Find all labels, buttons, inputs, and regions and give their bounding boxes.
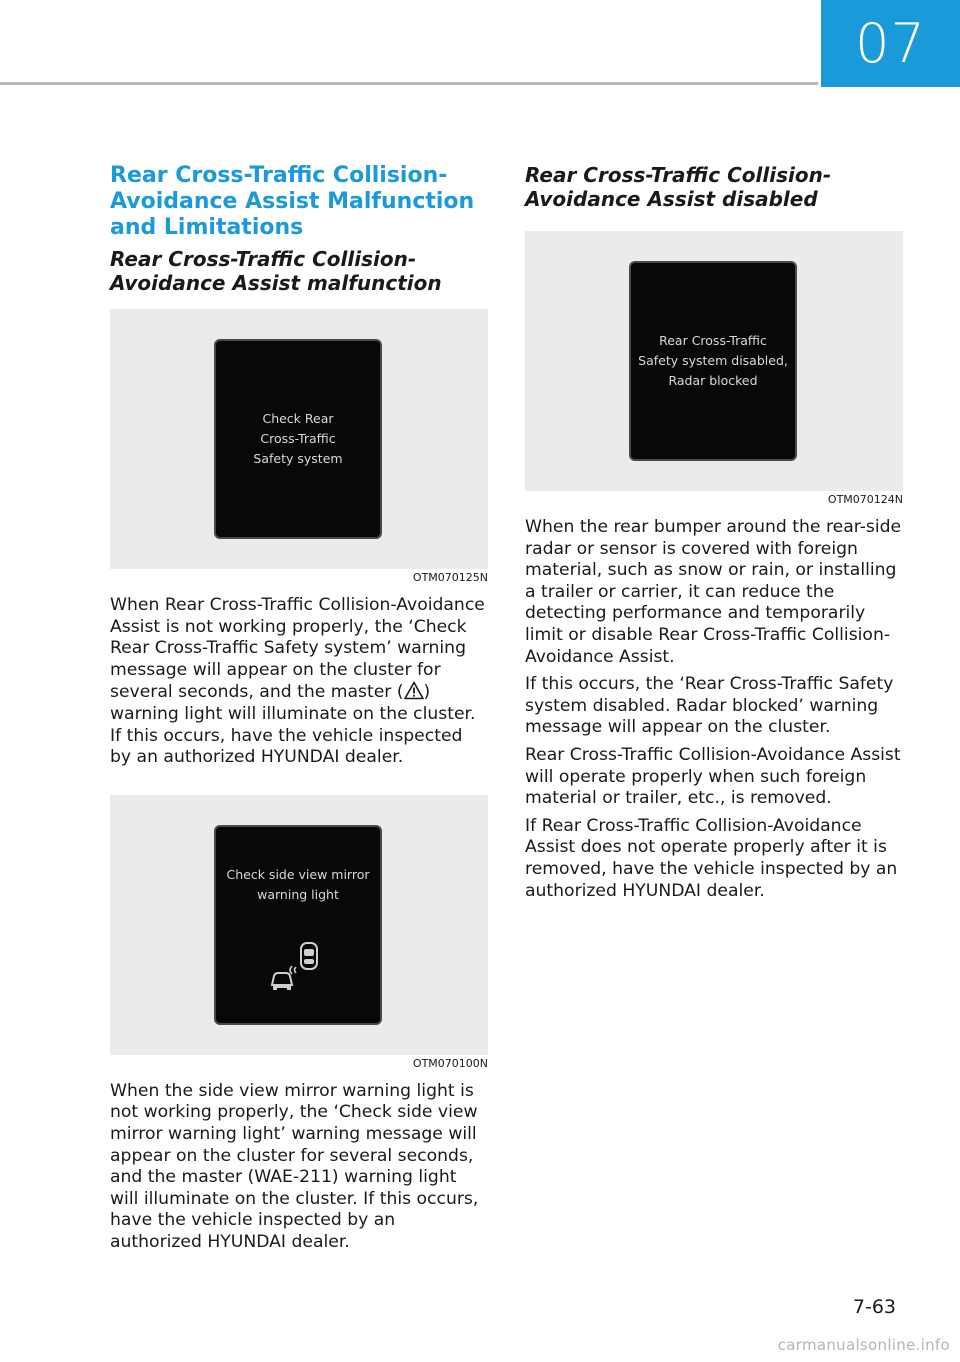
figure-caption: OTM070125N [412,571,488,584]
cluster-display [214,339,382,539]
paragraph-disabled-4: If Rear Cross-Traffic Collision-Avoidance Assist does not operate properly after it is removed, have the vehicle inspected by an authorized HYUNDAI dealer. [525,815,898,901]
cluster-message: Check Rear Cross-Traffic Safety system [253,411,343,466]
figure-system-disabled [525,231,903,491]
cluster-display [214,825,382,1025]
figure-check-side-view-mirror [110,795,488,1055]
page-number: 7-63 [852,1296,896,1318]
header-rule [0,82,818,85]
subsection-heading-malfunction: Rear Cross-Traffic Collision-Avoidance Assist malfunction [110,247,442,295]
subsection-heading-disabled: Rear Cross-Traffic Collision-Avoidance Assist disabled [525,163,832,211]
figure-check-rear-cross-traffic [110,309,488,569]
figure-caption: OTM070124N [827,493,903,506]
car-sensor-icon [268,941,330,991]
right-column [525,163,903,908]
cluster-display [629,261,797,461]
paragraph-disabled-3: Rear Cross-Traffic Collision-Avoidance Assist will operate properly when such foreign material or trailer, etc., is removed. [525,744,901,809]
cluster-message: Rear Cross-Traffic Safety system disabled, Radar blocked [638,333,788,388]
left-column [110,163,488,1260]
section-heading: Rear Cross-Traffic Collision-Avoidance Assist Malfunction and Limitations [110,163,475,240]
chapter-tab [821,0,960,87]
paragraph-malfunction [110,595,488,769]
chapter-number: 07 [855,12,926,75]
paragraph-text: When Rear Cross-Traffic Collision-Avoidance Assist is not working properly, the ‘Check Rear Cross-Traffic Safety system’ warning message will appear on the cluster for several seconds, and the master ( [110,595,485,703]
paragraph-side-view-mirror: When the side view mirror warning light is not working properly, the ‘Check side view mirror warning light’ warning message will appear on the cluster for several seconds, and the master (WAE-211) warning light will illuminate on the cluster. If this occurs, have the vehicle inspected by an authorized HYUNDAI dealer. [110,1080,479,1252]
cluster-message: Check side view mirror warning light [226,866,370,902]
watermark: carmanualsonline.info [777,1336,950,1354]
paragraph-disabled-1: When the rear bumper around the rear-side radar or sensor is covered with foreign material, such as snow or rain, or installing a trailer or carrier, it can reduce the detecting performance and temporarily limit or disable Rear Cross-Traffic Collision-Avoidance Assist. [525,517,902,667]
warning-triangle-icon [404,681,424,700]
paragraph-disabled-2: If this occurs, the ‘Rear Cross-Traffic Safety system disabled. Radar blocked’ warning message will appear on the cluster. [525,674,894,738]
paragraph-text: ) warning light will illuminate on the cluster. If this occurs, have the vehicle inspected by an authorized HYUNDAI dealer. [110,682,476,768]
figure-caption: OTM070100N [412,1056,488,1070]
